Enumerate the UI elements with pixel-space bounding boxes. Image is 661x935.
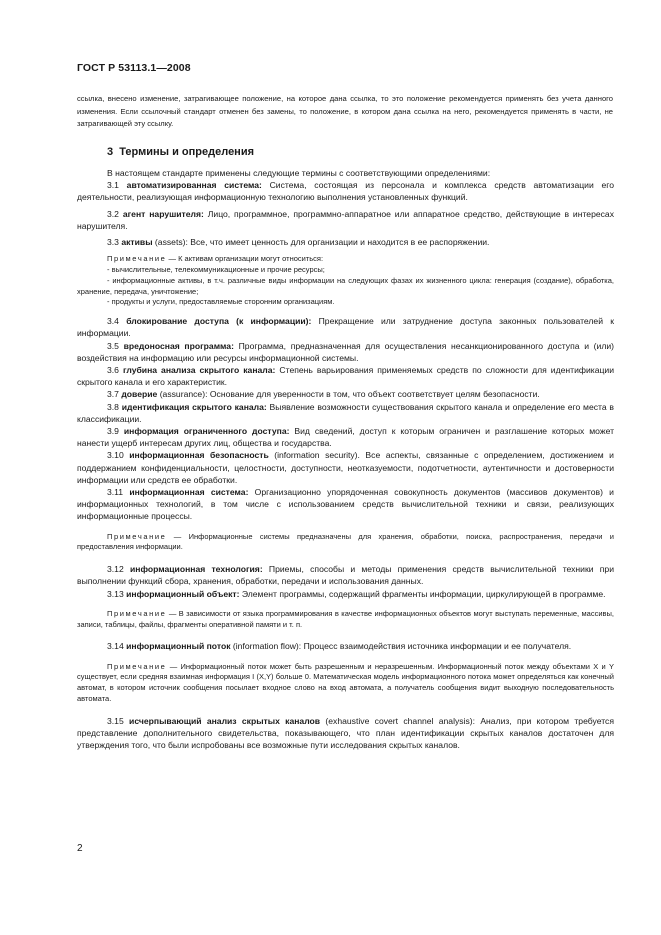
term-3-9 [77, 425, 614, 449]
term-3-3 [77, 236, 614, 248]
term-name: блокирование доступа (к информации): [126, 316, 312, 327]
term-definition: Организационно упорядоченная совокупность документов (массивов документов) и информационных технологий, в том числе с использованием средств вычислительной техники и связи, реализующих информационные процессы. [77, 487, 614, 522]
term-definition: Выявление возможности существования скрытого канала и определение его места в классификации. [77, 401, 614, 424]
term-number: 3.12 [107, 564, 124, 575]
note-label: Примечание [107, 661, 167, 671]
term-definition: (assets): Все, что имеет ценность для организации и находится в ее распоряжении. [152, 237, 490, 248]
note-text: — В зависимости от языка программирования в качестве информационных объектов могут выступать переменные, массивы, записи, таблицы, файлы, фрагменты оперативной памяти и т. п. [77, 608, 614, 629]
term-name: информационный объект: [126, 588, 240, 599]
term-number: 3.7 [107, 389, 119, 400]
term-definition: Система, состоящая из персонала и комплекса средств автоматизации его деятельности, реализующая информационную технологию выполнения установленных функций. [77, 180, 614, 203]
note-label: Примечание [107, 531, 167, 541]
note-label: Примечание [107, 608, 167, 618]
term-number: 3.15 [107, 715, 124, 726]
term-3-12 [77, 563, 614, 587]
term-name: информационная система: [129, 487, 249, 498]
note-3-13 [77, 609, 614, 631]
document-header: ГОСТ Р 53113.1—2008 [77, 62, 191, 74]
term-definition: Степень варьирования применяемых средств по сложности для идентификации скрытого канала и его характеристик. [77, 365, 615, 388]
term-number: 3.5 [107, 340, 119, 351]
term-number: 3.3 [107, 237, 119, 248]
term-definition: Вид сведений, доступ к которым ограничен и разглашение которых может нанести ущерб интересам других лиц, общества и государства. [77, 426, 615, 449]
term-name: информационная безопасность [129, 450, 269, 461]
term-name: агент нарушителя: [122, 208, 204, 219]
note-list-item: - продукты и услуги, предоставляемые сторонним организациям. [107, 297, 335, 307]
note-text: — К активам организации могут относиться: [166, 254, 324, 264]
term-3-2 [77, 208, 614, 232]
term-definition: Лицо, программное, программно-аппаратное или аппаратное средство, действующие в интересах нарушителя. [77, 208, 614, 231]
note-list-item: - вычислительные, телекоммуникационные и прочие ресурсы; [107, 265, 325, 275]
term-3-8 [77, 401, 614, 425]
term-definition: (assurance): Основание для уверенности в том, что объект соответствует целям безопасности. [157, 389, 540, 400]
term-definition: (information flow): Процесс взаимодействия источника информации и ее получателя. [230, 641, 572, 652]
term-number: 3.4 [107, 316, 119, 327]
term-definition: Приемы, способы и методы применения средств вычислительной техники при выполнении функций сбора, хранения, обработки, передачи и использования данных. [77, 564, 614, 587]
term-name: вредоносная программа: [123, 340, 234, 351]
lead-paragraph: В настоящем стандарте применены следующие термины с соответствующими определениями: [107, 168, 491, 178]
term-3-11 [77, 486, 614, 523]
intro-paragraph: ссылка, внесено изменение, затрагивающее положение, на которое дана ссылка, то это положение рекомендуется применять без учета данного изменения. Если ссылочный стандарт отменен без замены, то положение, в котором дана ссылка на него, рекомендуется применять в части, не затрагивающей эту ссылку. [77, 94, 613, 129]
term-3-7 [77, 388, 614, 400]
term-definition: Программа, предназначенная для осуществления несанкционированного доступа и (или) воздействия на информацию или ресурсы информационной системы. [77, 340, 614, 363]
term-3-4 [77, 315, 614, 339]
section-number: 3 [107, 146, 114, 158]
note-3-3 [77, 254, 614, 308]
term-definition: (information security). Все аспекты, связанные с определением, достижением и поддержанием конфиденциальности, целостности, доступности, неотказуемости, подотчетности, аутентичности и достоверности информации или средств ее обработки. [77, 450, 614, 485]
note-3-14 [77, 662, 614, 705]
term-number: 3.10 [107, 450, 124, 461]
term-3-10 [77, 449, 614, 486]
note-label: Примечание [107, 254, 167, 264]
term-number: 3.13 [107, 588, 124, 599]
term-name: автоматизированная система: [126, 180, 262, 191]
term-number: 3.9 [107, 426, 119, 437]
term-3-6 [77, 364, 614, 388]
page-number: 2 [77, 843, 83, 854]
note-list-item: - информационные активы, в т.ч. различные виды информации на следующих фазах их жизненного цикла: генерация (создание), обработка, хранение, передача, уничтожение; [77, 275, 614, 296]
term-name: доверие [121, 389, 158, 400]
term-name: активы [121, 237, 153, 248]
term-name: информация ограниченного доступа: [123, 426, 290, 437]
term-name: глубина анализа скрытого канала: [122, 365, 276, 376]
term-name: информационный поток [126, 641, 231, 652]
term-definition: Прекращение или затруднение доступа законных пользователей к информации. [77, 316, 614, 339]
term-number: 3.6 [107, 365, 119, 376]
term-3-5 [77, 340, 614, 364]
term-number: 3.14 [107, 641, 124, 652]
note-3-11 [77, 532, 614, 554]
term-3-1 [77, 179, 614, 203]
term-number: 3.8 [107, 401, 119, 412]
term-name: информационная технология: [129, 564, 263, 575]
note-text: — Информационные системы предназначены для хранения, обработки, поиска, распространения, передачи и предоставления информации. [77, 531, 614, 552]
term-number: 3.1 [107, 180, 119, 191]
section-body [77, 167, 614, 751]
term-name: идентификация скрытого канала: [121, 401, 267, 412]
term-number: 3.2 [107, 208, 119, 219]
term-3-14 [77, 640, 614, 652]
section-title: Термины и определения [119, 146, 255, 158]
term-3-15 [77, 715, 614, 752]
note-text: — Информационный поток может быть разрешенным и неразрешенным. Информационный поток между объектами X и Y существует, если средняя взаимная информация I (X,Y) больше 0. Математическая модель информационного потока может определяться как конечный автомат, в котором источник сообщения посылает входное слово на вход автомата, а получатель сообщения видит выходную последовательность автомата. [77, 661, 614, 704]
term-3-13 [77, 588, 614, 600]
term-definition: (exhaustive covert channel analysis): Анализ, при котором требуется представление дополнительного свидетельства, показывающего, что план идентификации скрытых каналов достаточен для утверждения того, что были испробованы все возможные пути исследования скрытых каналов. [77, 715, 614, 751]
term-definition: Элемент программы, содержащий фрагменты информации, циркулирующей в программе. [239, 588, 606, 599]
section-heading [107, 146, 254, 158]
term-number: 3.11 [107, 487, 124, 498]
term-name: исчерпывающий анализ скрытых каналов [129, 715, 321, 726]
